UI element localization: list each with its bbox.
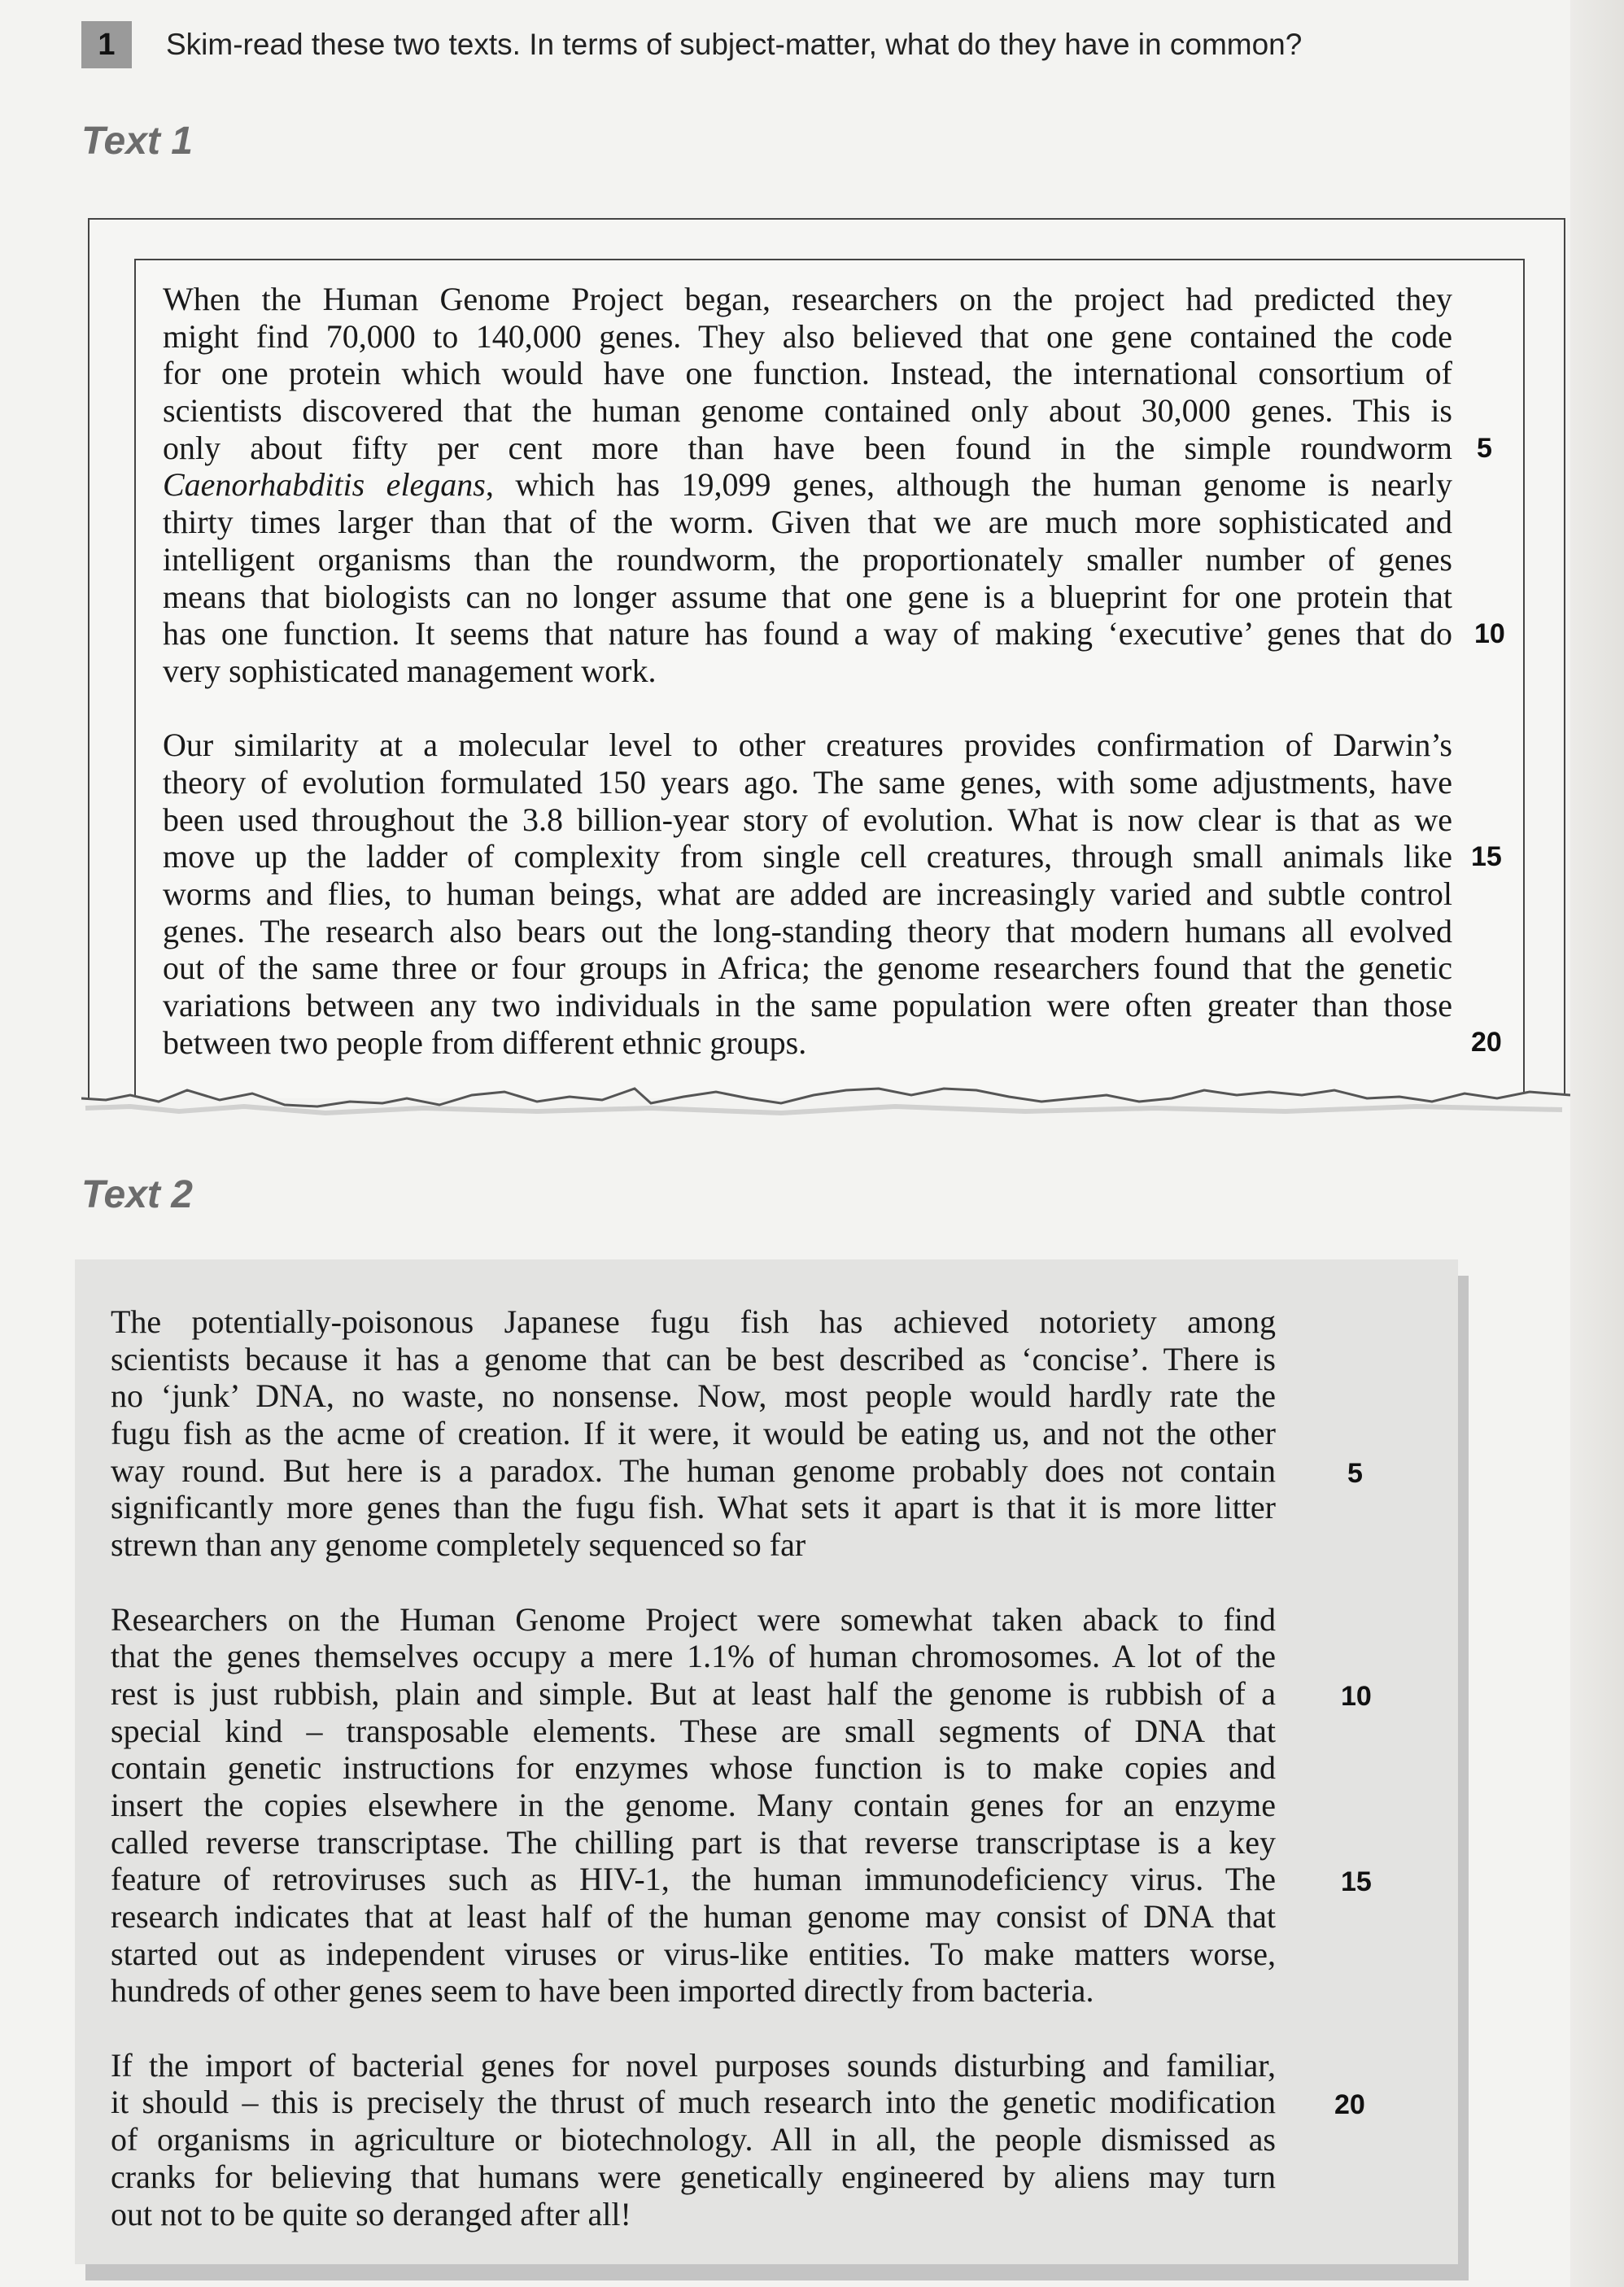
text1-paragraph-1-line: has one function. It seems that nature has found a way of making ‘executive’ genes that do [163, 615, 1452, 652]
text1-passage [163, 281, 1452, 1061]
text2-paragraph-2-line: special kind – transposable elements. These are small segments of DNA that [111, 1712, 1276, 1749]
text2-paragraph-2-line: hundreds of other genes seem to have been imported directly from bacteria. [111, 1972, 1094, 2010]
text2-paragraph-2-line: feature of retroviruses such as HIV-1, the human immunodeficiency virus. The [111, 1861, 1276, 1898]
text2-paragraph-2-line: called reverse transcriptase. The chilling part is that reverse transcriptase is a key [111, 1823, 1276, 1861]
text1-paragraph-1-line: intelligent organisms than the roundworm, the proportionately smaller number of genes [163, 540, 1452, 578]
text2-paragraph-1-line: no ‘junk’ DNA, no waste, no nonsense. Now, most people would hardly rate the [111, 1377, 1276, 1415]
text2-paragraph-1-line: The potentially-poisonous Japanese fugu fish has achieved notoriety among [111, 1303, 1276, 1340]
text1-paragraph-2-line: between two people from different ethnic groups. [163, 1023, 807, 1061]
text1-paragraph-1-line: means that biologists can no longer assume that one gene is a blueprint for one protein that [163, 578, 1452, 615]
text1-line-number-15: 15 [1471, 841, 1502, 872]
text1-paragraph-2 [163, 727, 1452, 1061]
text1-paragraph-1-line: scientists discovered that the human genome contained only about 30,000 genes. This is [163, 392, 1452, 430]
text1-paragraph-1-line: very sophisticated management work. [163, 652, 657, 689]
text1-paragraph-2-line: theory of evolution formulated 150 years ago. The same genes, with some adjustments, have [163, 763, 1452, 801]
text2-paragraph-3-line: it should – this is precisely the thrust of much research into the genetic modification [111, 2084, 1276, 2121]
task-instruction: Skim-read these two texts. In terms of subject-matter, what do they have in common? [166, 28, 1303, 61]
text1-paragraph-2-line: out of the same three or four groups in Africa; the genome researchers found that the genetic [163, 949, 1452, 987]
text2-line-number-20: 20 [1334, 2089, 1365, 2120]
text2-paragraph-1-line: scientists because it has a genome that can be best described as ‘concise’. There is [111, 1340, 1276, 1377]
text2-paragraph-3 [111, 2047, 1276, 2232]
text2-heading: Text 2 [81, 1173, 193, 1216]
text2-paragraph-3-line: of organisms in agriculture or biotechnology. All in all, the people dismissed as [111, 2121, 1276, 2158]
text1-paragraph-2-line: variations between any two individuals in the same population were often greater than those [163, 987, 1452, 1024]
text2-paragraph-1 [111, 1303, 1276, 1564]
text2-paragraph-2 [111, 1601, 1276, 2010]
text2-paragraph-1-line: significantly more genes than the fugu fish. What sets it apart is that it is more litter [111, 1489, 1276, 1526]
text2-paragraph-3-line: cranks for believing that humans were genetically engineered by aliens may turn [111, 2158, 1276, 2195]
text2-paragraph-2-line: insert the copies elsewhere in the genome. Many contain genes for an enzyme [111, 1786, 1276, 1823]
text2-line-number-5: 5 [1347, 1458, 1363, 1489]
text1-paragraph-1-line: thirty times larger than that of the worm. Given that we are much more sophisticated and [163, 504, 1452, 541]
text2-paragraph-1-line: way round. But here is a paradox. The human genome probably does not contain [111, 1451, 1276, 1489]
text2-paragraph-3-line: out not to be quite so deranged after all! [111, 2195, 631, 2232]
text2-paragraph-2-line: started out as independent viruses or virus-like entities. To make matters worse, [111, 1935, 1276, 1972]
text1-paragraph-2-line: worms and flies, to human beings, what are added are increasingly varied and subtle control [163, 875, 1452, 912]
text1-paragraph-1 [163, 281, 1452, 690]
text1-paragraph-1-line: only about fifty per cent more than have been found in the simple roundworm [163, 429, 1452, 466]
text1-paragraph-1-line: for one protein which would have one function. Instead, the international consortium of [163, 355, 1452, 392]
text2-paragraph-1-line: fugu fish as the acme of creation. If it were, it would be eating us, and not the other [111, 1415, 1276, 1452]
text1-paragraph-1-line: Caenorhabditis elegans, which has 19,099 genes, although the human genome is nearly [163, 466, 1452, 504]
text1-paragraph-2-line: genes. The research also bears out the long-standing theory that modern humans all evolved [163, 912, 1452, 949]
text2-paragraph-2-line: that the genes themselves occupy a mere 1.1% of human chromosomes. A lot of the [111, 1638, 1276, 1675]
text2-paragraph-2-line: contain genetic instructions for enzymes whose function is to make copies and [111, 1749, 1276, 1787]
text2-passage [111, 1303, 1276, 2232]
text1-paragraph-2-line: move up the ladder of complexity from single cell creatures, through small animals like [163, 838, 1452, 875]
torn-paper-edge [81, 1066, 1570, 1139]
text1-paragraph-2-line: Our similarity at a molecular level to other creatures provides confirmation of Darwin’s [163, 727, 1452, 764]
text1-paragraph-1-line: might find 70,000 to 140,000 genes. They also believed that one gene contained the code [163, 317, 1452, 355]
text1-heading: Text 1 [81, 120, 193, 163]
text2-line-number-15: 15 [1341, 1866, 1372, 1897]
text2-paragraph-1-line: strewn than any genome completely sequenced so far [111, 1526, 806, 1564]
page-edge-bleed [1570, 0, 1624, 2287]
text1-line-number-5: 5 [1477, 433, 1492, 464]
text2-paragraph-2-line: rest is just rubbish, plain and simple. But at least half the genome is rubbish of a [111, 1674, 1276, 1712]
text2-paragraph-3-line: If the import of bacterial genes for novel purposes sounds disturbing and familiar, [111, 2046, 1276, 2084]
text2-paragraph-2-line: research indicates that at least half of the human genome may consist of DNA that [111, 1898, 1276, 1935]
text2-paragraph-2-line: Researchers on the Human Genome Project were somewhat taken aback to find [111, 1600, 1276, 1638]
task-header [81, 21, 1302, 68]
text1-paragraph-1-line: When the Human Genome Project began, researchers on the project had predicted they [163, 281, 1452, 317]
task-number-badge: 1 [81, 21, 132, 68]
text1-line-number-10: 10 [1474, 618, 1505, 649]
text2-line-number-10: 10 [1341, 1681, 1372, 1712]
text1-paragraph-2-line: been used throughout the 3.8 billion-year story of evolution. What is now clear is that as we [163, 801, 1452, 838]
text1-line-number-20: 20 [1471, 1027, 1502, 1058]
